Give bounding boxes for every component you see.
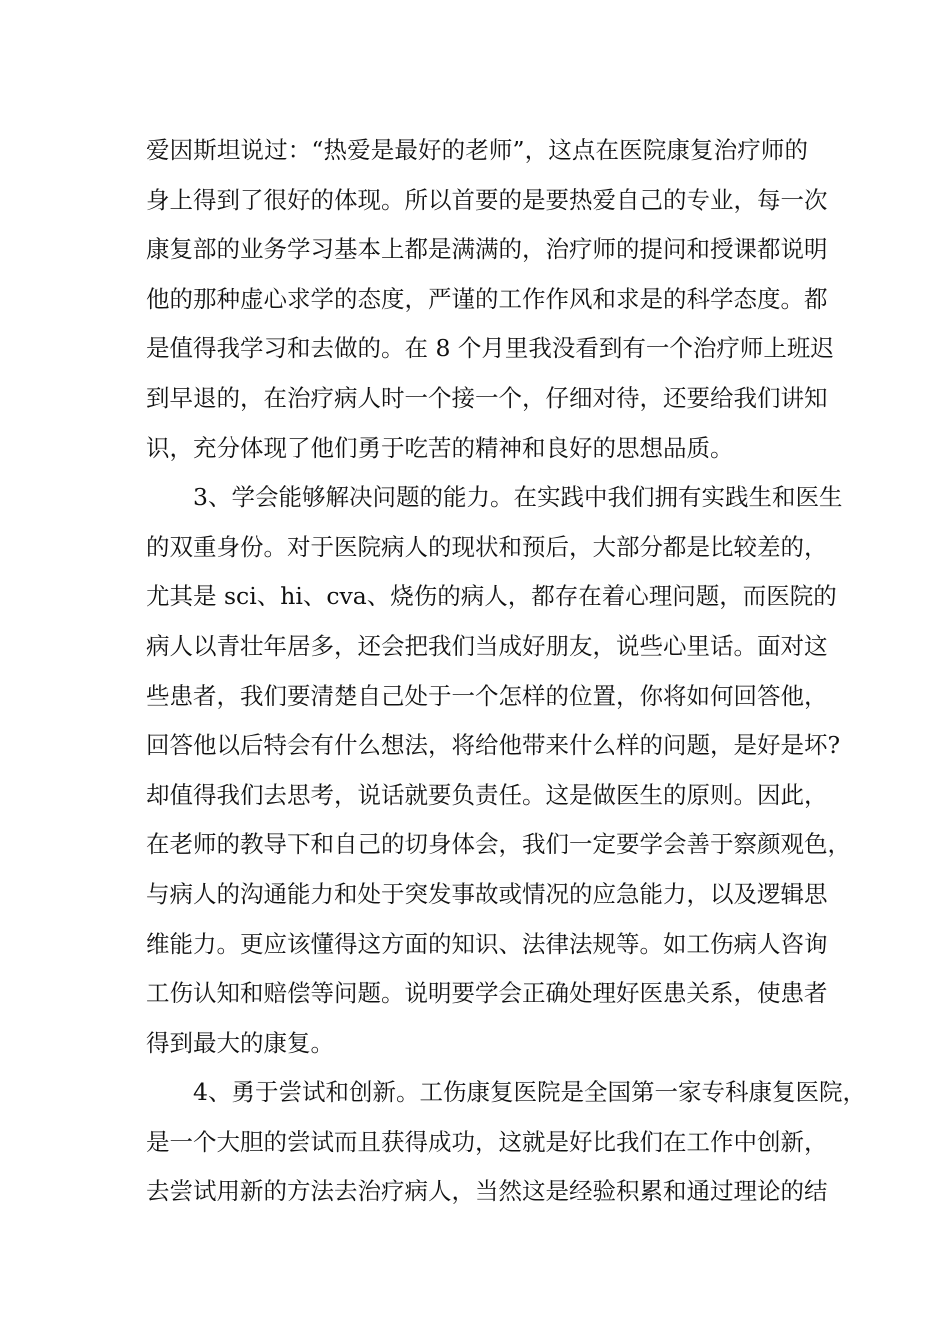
text-line: 去尝试用新的方法去治疗病人，当然这是经验积累和通过理论的结	[146, 1177, 828, 1206]
body-text	[146, 126, 866, 1217]
text-line: 3、学会能够解决问题的能力。在实践中我们拥有实践生和医生	[193, 483, 843, 512]
text-line: 到早退的，在治疗病人时一个接一个，仔细对待，还要给我们讲知	[146, 383, 828, 412]
text-line: 工伤认知和赔偿等问题。说明要学会正确处理好医患关系，使患者	[146, 979, 828, 1008]
text-line: 康复部的业务学习基本上都是满满的，治疗师的提问和授课都说明	[146, 235, 828, 264]
text-line: 识，充分体现了他们勇于吃苦的精神和良好的思想品质。	[146, 433, 734, 462]
text-line: 病人以青壮年居多，还会把我们当成好朋友，说些心里话。面对这	[146, 631, 828, 660]
text-line: 回答他以后特会有什么想法，将给他带来什么样的问题，是好是坏?	[146, 731, 841, 760]
text-line: 与病人的沟通能力和处于突发事故或情况的应急能力，以及逻辑思	[146, 879, 828, 908]
text-line: 身上得到了很好的体现。所以首要的是要热爱自己的专业，每一次	[146, 185, 828, 214]
text-line: 却值得我们去思考，说话就要负责任。这是做医生的原则。因此，	[146, 780, 828, 809]
text-line: 他的那种虚心求学的态度，严谨的工作作风和求是的科学态度。都	[146, 284, 828, 313]
text-line: 是值得我学习和去做的。在 8 个月里我没看到有一个治疗师上班迟	[146, 334, 834, 363]
text-line: 是一个大胆的尝试而且获得成功，这就是好比我们在工作中创新，	[146, 1127, 828, 1156]
text-line: 维能力。更应该懂得这方面的知识、法律法规等。如工伤病人咨询	[146, 929, 828, 958]
text-line: 爱因斯坦说过：“热爱是最好的老师”，这点在医院康复治疗师的	[146, 136, 808, 164]
text-line: 在老师的教导下和自己的切身体会，我们一定要学会善于察颜观色，	[146, 830, 851, 859]
text-line: 的双重身份。对于医院病人的现状和预后，大部分都是比较差的，	[146, 532, 828, 561]
text-line: 4、勇于尝试和创新。工伤康复医院是全国第一家专科康复医院，	[193, 1078, 866, 1107]
text-line: 尤其是 sci、hi、cva、烧伤的病人，都存在着心理问题，而医院的	[146, 582, 837, 611]
text-line: 些患者，我们要清楚自己处于一个怎样的位置，你将如何回答他，	[146, 681, 828, 710]
text-line: 得到最大的康复。	[146, 1028, 334, 1057]
